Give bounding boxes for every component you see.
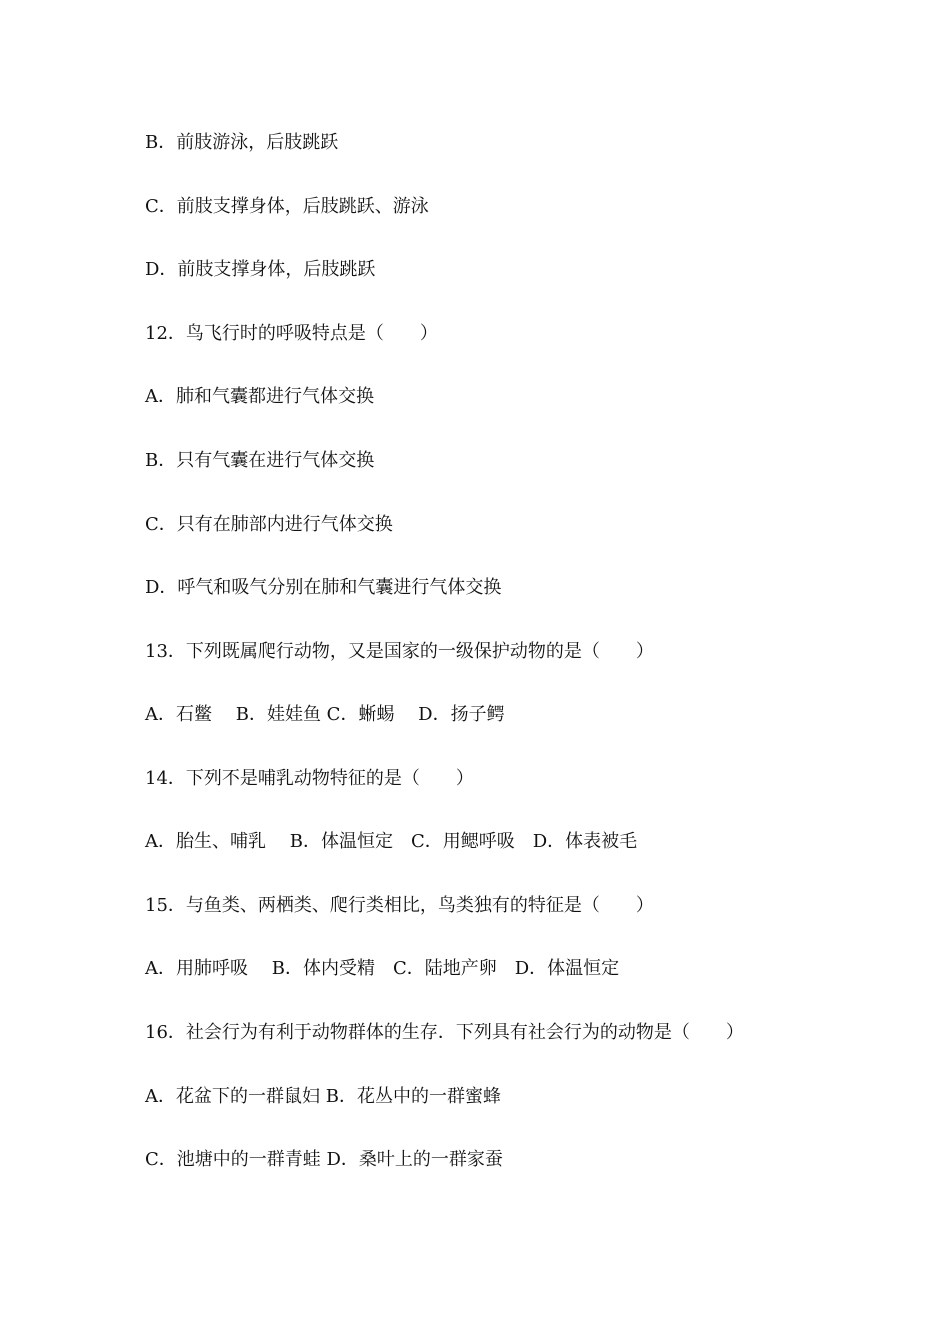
option-line: D．呼气和吸气分别在肺和气囊进行气体交换 — [145, 577, 502, 598]
option-line: A．胎生、哺乳 B．体温恒定 C．用鳃呼吸 D．体表被毛 — [145, 831, 638, 852]
question-12: 12．鸟飞行时的呼吸特点是（ ） — [145, 323, 438, 344]
option-line: A．肺和气囊都进行气体交换 — [145, 386, 374, 407]
option-line: B．前肢游泳，后肢跳跃 — [145, 132, 339, 153]
option-line: A．用肺呼吸 B．体内受精 C．陆地产卵 D．体温恒定 — [145, 958, 620, 979]
option-line: C．池塘中的一群青蛙 D．桑叶上的一群家蚕 — [145, 1149, 503, 1170]
question-16: 16．社会行为有利于动物群体的生存．下列具有社会行为的动物是（ ） — [145, 1022, 744, 1043]
option-line: C．前肢支撑身体，后肢跳跃、游泳 — [145, 196, 429, 217]
option-line: A．花盆下的一群鼠妇 B．花丛中的一群蜜蜂 — [145, 1086, 501, 1107]
option-line: B．只有气囊在进行气体交换 — [145, 450, 375, 471]
option-line: C．只有在肺部内进行气体交换 — [145, 514, 393, 535]
question-15: 15．与鱼类、两栖类、爬行类相比，鸟类独有的特征是（ ） — [145, 895, 654, 916]
option-line: D．前肢支撑身体，后肢跳跃 — [145, 259, 376, 280]
option-line: A．石鳖 B．娃娃鱼 C．蜥蜴 D．扬子鳄 — [145, 704, 505, 725]
question-14: 14．下列不是哺乳动物特征的是（ ） — [145, 768, 474, 789]
question-13: 13．下列既属爬行动物，又是国家的一级保护动物的是（ ） — [145, 641, 654, 662]
